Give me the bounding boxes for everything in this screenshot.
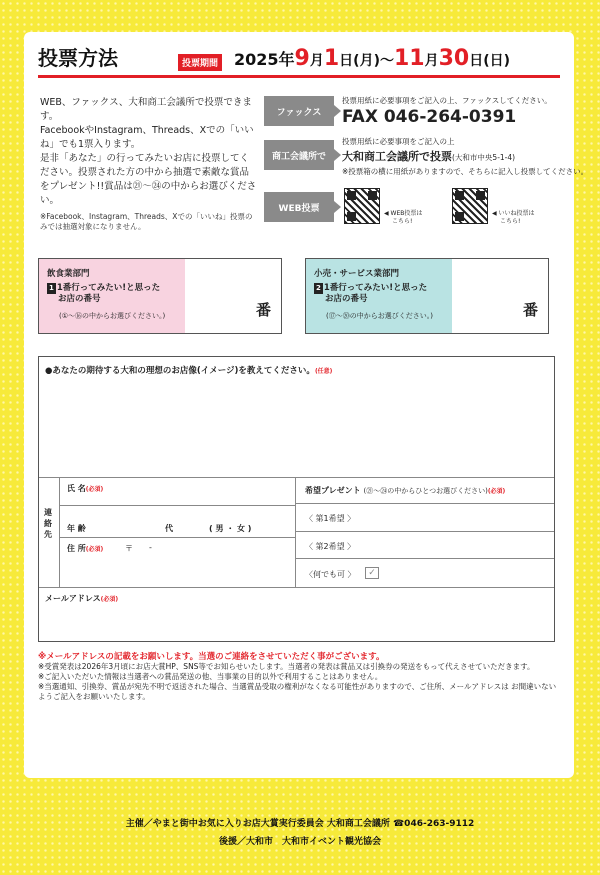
prize-sub: (㉑〜㉔の中からひとつお選びください) — [363, 487, 488, 495]
email-input[interactable] — [109, 591, 549, 637]
optional-badge: (任意) — [314, 368, 333, 375]
period-start-month: 9 — [294, 46, 310, 71]
like-vote-qr-note — [492, 210, 535, 226]
email-label — [45, 593, 118, 604]
prize-second-label: 〈 第2希望 〉 — [305, 542, 356, 551]
intro-line: WEB、ファックス、大和商工会議所で投票できます。 — [40, 97, 252, 122]
divider — [295, 477, 296, 587]
organizer-line: 主催／やまと街中お気に入りお店大賞実行委員会 大和商工会議所 ☎046-263-9112 — [125, 819, 475, 829]
question-line: 1番行ってみたい!と思った — [323, 283, 428, 293]
divider — [295, 558, 554, 559]
question-line: お店の番号 — [58, 294, 101, 304]
qr-note-line: ◀ WEB投票は — [384, 210, 423, 217]
support-line: 後援／大和市 大和市イベント観光協会 — [218, 837, 381, 847]
fax-number[interactable]: FAX 046-264-0391 — [342, 107, 517, 127]
note-line: ※当選通知、引換券、賞品が宛先不明で返送された場合、当選賞品受取の権利がなくなる可能性がありますので、ご住所、メールアドレスは お間違いないようご記入をお願いいたします。 — [38, 682, 557, 701]
divider — [295, 531, 554, 532]
divider — [39, 587, 554, 588]
note-line: ※受賞発表は2026年3月頃にお店大賞HP、SNS等でお知らせいたします。当選者の発表は賞品又は引換券の発送をもって代えさせていただきます。 — [38, 662, 535, 671]
question-line: お店の番号 — [325, 294, 368, 304]
notes — [38, 652, 562, 702]
dept-sub: (⑰〜⑳の中からお選びください。) — [326, 312, 433, 320]
period-end-day: 30 — [438, 46, 470, 71]
age-label: 年 齢 — [67, 524, 86, 533]
web-vote-qr-note — [384, 210, 422, 226]
ideal-store-label — [45, 364, 332, 376]
web-vote-qr-icon[interactable] — [344, 188, 380, 224]
period-end-month: 11 — [393, 46, 425, 71]
month-char: 月 — [309, 53, 324, 69]
prize-second-input[interactable] — [369, 535, 549, 555]
age-unit: 代 — [165, 524, 173, 533]
food-dept-box[interactable] — [38, 258, 282, 334]
title-bar — [38, 40, 560, 78]
chamber-name-text: 大和商工会議所で投票 — [342, 150, 452, 163]
qr-note-line: こちら! — [500, 218, 521, 225]
period-start-dow: 日(月)〜 — [339, 53, 394, 69]
required-badge: (必須) — [85, 486, 104, 493]
prize-first-input[interactable] — [369, 507, 549, 527]
divider — [295, 503, 554, 504]
divider — [59, 537, 295, 538]
period-start-day: 1 — [323, 46, 340, 71]
dept-number-badge: 1 — [49, 284, 54, 292]
prize-any-label: 〈何でも可 〉 — [305, 570, 356, 579]
gender-select[interactable]: ( 男 ・ 女 ) — [209, 524, 252, 533]
name-label — [67, 483, 103, 494]
dept-sub: (①〜⑯の中からお選びください。) — [59, 312, 166, 320]
dept-unit: 番 — [255, 301, 271, 319]
web-tag: WEB投票 — [264, 192, 334, 222]
like-vote-qr-icon[interactable] — [452, 188, 488, 224]
note-line: ※ご記入いただいた情報は当選者への賞品発送の他、当事業の目的以外で利用することはありません。 — [38, 672, 383, 681]
dept-unit: 番 — [522, 301, 538, 319]
period-end-dow: 日(日) — [469, 53, 511, 69]
divider — [59, 505, 295, 506]
entry-form — [38, 356, 555, 642]
intro-line: 是非「あなた」の行ってみたいお店に投票してください。投票された方の中から抽選で素敵な賞品をプレゼント!!賞品は㉑〜㉔の中からお選びください。 — [40, 153, 257, 206]
chamber-note-2: ※投票箱の横に用紙がありますので、そちらに記入し投票してください。 — [342, 167, 589, 176]
email-request-note: ※メールアドレスの記載をお願いします。当選のご連絡をさせていただく事がございます。 — [38, 652, 385, 662]
email-label-text: メールアドレス — [45, 594, 101, 603]
address-label-text: 住 所 — [67, 544, 86, 553]
chamber-tag: 商工会議所で — [264, 140, 334, 170]
ballot-card — [24, 32, 589, 778]
dept-question — [314, 283, 427, 305]
divider — [59, 477, 60, 587]
month-char: 月 — [424, 53, 439, 69]
prize-first-label: 〈 第1希望 〉 — [305, 514, 356, 523]
intro-text — [40, 96, 258, 232]
any-prize-checkbox[interactable]: ✓ — [365, 567, 379, 579]
intro-line: FacebookやInstagram、Threads、Xでの「いいね」でも1票入ります。 — [40, 125, 254, 150]
required-badge: (必須) — [100, 596, 119, 603]
qr-note-line: こちら! — [392, 218, 413, 225]
prize-label — [305, 485, 505, 496]
ideal-store-textarea[interactable] — [45, 379, 548, 475]
period-year: 2025年 — [234, 50, 295, 69]
address-label — [67, 543, 103, 554]
chamber-note: 投票用紙に必要事項をご記入の上 — [342, 137, 455, 146]
intro-note: ※Facebook、Instagram、Threads、Xでの「いいね」投票のみでは抽選対象になりません。 — [40, 212, 253, 231]
required-badge: (必須) — [85, 546, 104, 553]
prize-label-text: 希望プレゼント — [305, 486, 361, 495]
voting-period — [234, 46, 510, 71]
required-badge: (必須) — [487, 488, 506, 495]
postal-mark: 〒 — [125, 544, 133, 553]
fax-tag: ファックス — [264, 96, 334, 126]
postal-dash: - — [149, 543, 152, 552]
qr-note-line: ◀ いいね投票は — [492, 210, 535, 217]
retail-dept-box[interactable] — [305, 258, 549, 334]
fax-note: 投票用紙に必要事項をご記入の上、ファックスしてください。 — [342, 96, 552, 105]
name-label-text: 氏 名 — [67, 484, 86, 493]
ideal-store-label-text: ●あなたの期待する大和の理想のお店像(イメージ)を教えてください。 — [45, 366, 315, 376]
age-input[interactable] — [99, 517, 159, 537]
dept-label: 飲食業部門 — [47, 269, 90, 279]
chamber-name — [342, 148, 515, 164]
dept-number-badge: 2 — [316, 284, 321, 292]
divider — [39, 477, 554, 478]
dept-question — [47, 283, 160, 305]
contact-label: 連絡先 — [44, 508, 52, 539]
period-tag: 投票期間 — [178, 54, 222, 71]
chamber-address: (大和市中央5-1-4) — [452, 153, 516, 162]
question-line: 1番行ってみたい!と思った — [56, 283, 161, 293]
dept-label: 小売・サービス業部門 — [314, 269, 400, 279]
page-title: 投票方法 — [38, 46, 118, 70]
address-input[interactable] — [135, 539, 289, 585]
name-input[interactable] — [99, 479, 289, 501]
